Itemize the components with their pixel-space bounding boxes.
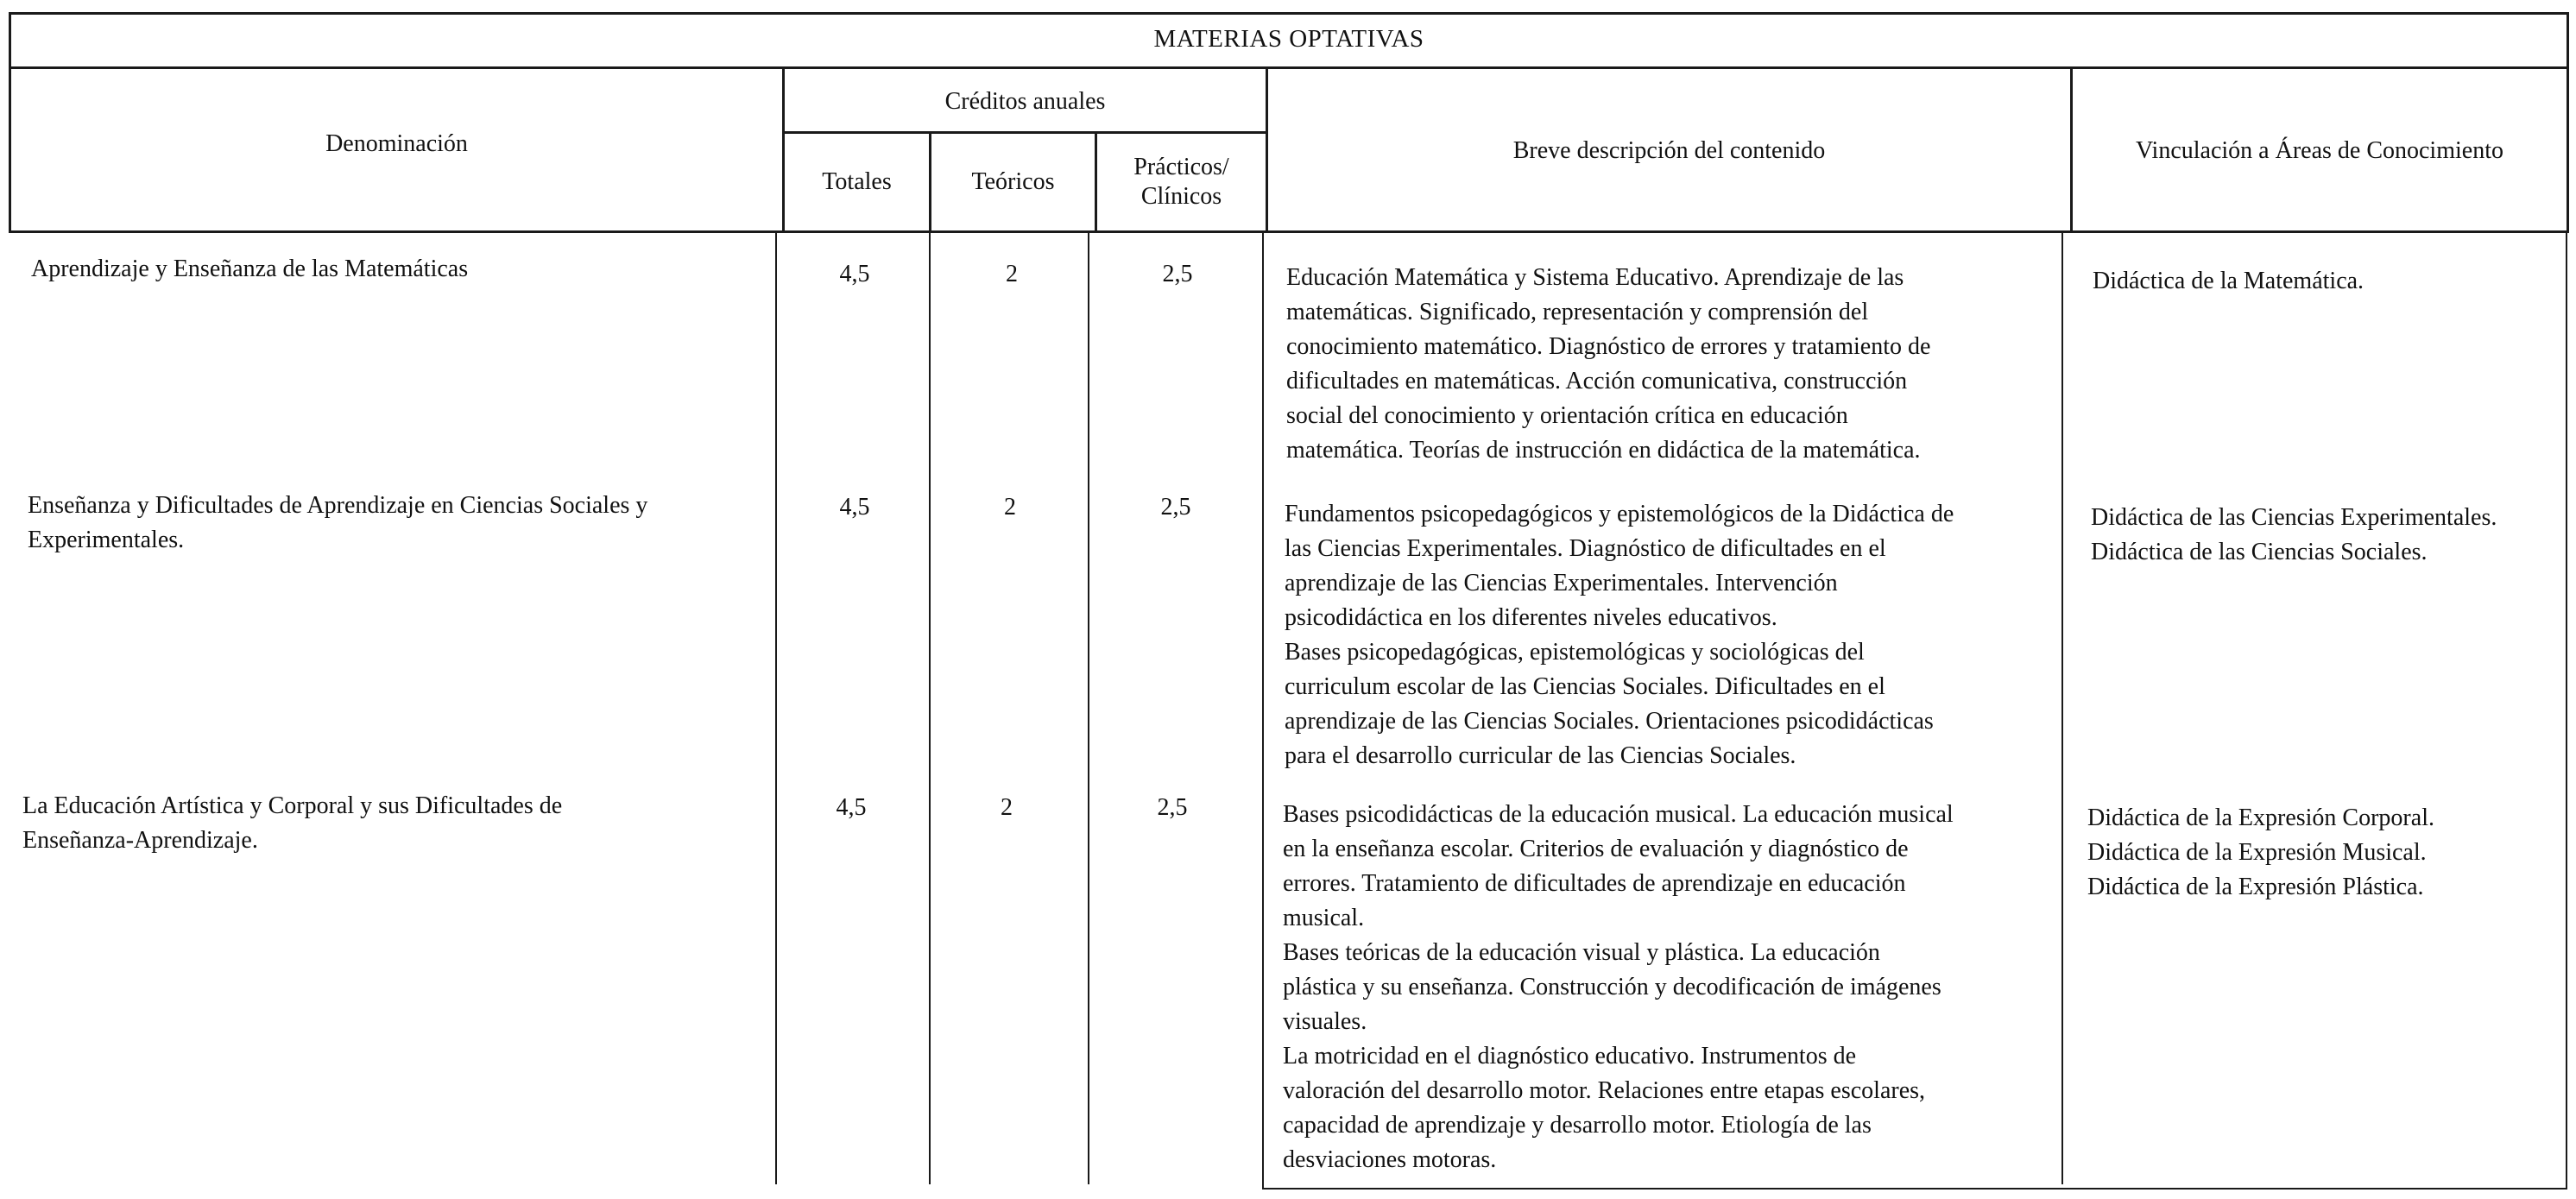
header-teoricos-label: Teóricos (971, 168, 1055, 195)
body-bottom-border (1264, 1188, 2567, 1190)
row-2-teoricos: 2 (1004, 494, 1016, 521)
header-practicos-label-line1: Prácticos/ (1133, 154, 1229, 180)
header-descripcion-label: Breve descripción del contenido (1512, 137, 1826, 164)
header-totales-label: Totales (822, 168, 892, 195)
row-3-descripcion-line: Bases teóricas de la educación visual y plástica. La educación (1283, 939, 1880, 966)
row-3-vinculacion-line: Didáctica de la Expresión Plástica. (2087, 874, 2424, 900)
row-1-descripcion-line: dificultades en matemáticas. Acción comunicativa, construcción (1286, 368, 1908, 394)
header-descripcion (1268, 72, 2070, 230)
row-2-descripcion-line: Bases psicopedagógicas, epistemológicas y sociológicas del (1285, 639, 1865, 666)
row-3-vinculacion-line: Didáctica de la Expresión Musical. (2087, 839, 2427, 866)
header-practicos (1097, 134, 1266, 230)
row-1-descripcion-line: matemática. Teorías de instrucción en didáctica de la matemática. (1286, 437, 1921, 464)
body-divider (775, 233, 777, 1184)
row-3-descripcion-line: valoración del desarrollo motor. Relaciones entre etapas escolares, (1283, 1077, 1926, 1104)
row-3-descripcion-line: errores. Tratamiento de dificultades de aprendizaje en educación (1283, 870, 1906, 897)
row-2-practicos: 2,5 (1160, 494, 1191, 521)
row-3-denominacion-line: Enseñanza-Aprendizaje. (22, 827, 258, 854)
row-2-vinculacion-line: Didáctica de las Ciencias Experimentales. (2091, 504, 2497, 531)
table-row-2-denominacion (28, 489, 770, 558)
row-1-descripcion-line: matemáticas. Significado, representación y comprensión del (1286, 299, 1869, 325)
row-3-descripcion-line: visuales. (1283, 1008, 1367, 1035)
header-practicos-label-line2: Clínicos (1140, 183, 1222, 210)
row-2-denominacion-line: Experimentales. (28, 527, 185, 553)
row-2-denominacion-line: Enseñanza y Dificultades de Aprendizaje en Ciencias Sociales y (28, 492, 648, 519)
row-2-descripcion-line: Fundamentos psicopedagógicos y epistemológicos de la Didáctica de (1285, 501, 1954, 527)
row-1-descripcion-line: social del conocimiento y orientación crítica en educación (1286, 402, 1848, 429)
row-3-descripcion-line: musical. (1283, 905, 1365, 931)
row-1-denominacion-line: Aprendizaje y Enseñanza de las Matemáticas (31, 256, 469, 282)
header-creditos-anuales-label: Créditos anuales (944, 87, 1106, 115)
row-1-teoricos: 2 (1006, 261, 1018, 287)
header-vinculacion (2073, 72, 2567, 230)
table-row-2-vinculacion (2091, 501, 2564, 570)
row-1-descripcion-line: conocimiento matemático. Diagnóstico de errores y tratamiento de (1286, 333, 1931, 360)
row-3-practicos: 2,5 (1157, 794, 1188, 821)
row-3-vinculacion-line: Didáctica de la Expresión Corporal. (2087, 805, 2434, 831)
header-denominacion (11, 72, 782, 230)
row-3-descripcion-line: Bases psicodidácticas de la educación musical. La educación musical (1283, 801, 1954, 828)
table-row-3-vinculacion (2087, 801, 2562, 905)
row-1-totales: 4,5 (839, 261, 870, 287)
row-2-descripcion-line: aprendizaje de las Ciencias Sociales. Orientaciones psicodidácticas (1285, 708, 1934, 735)
row-3-teoricos: 2 (1001, 794, 1013, 821)
row-3-denominacion-line: La Educación Artística y Corporal y sus Dificultades de (22, 792, 563, 819)
row-2-vinculacion-line: Didáctica de las Ciencias Sociales. (2091, 539, 2428, 565)
body-divider (2061, 233, 2063, 1184)
row-3-totales: 4,5 (836, 794, 867, 821)
table-row-1-descripcion (1286, 261, 2055, 468)
table-row-3-descripcion (1283, 798, 2058, 1177)
row-3-descripcion-line: plástica y su enseñanza. Construcción y decodificación de imágenes (1283, 974, 1941, 1000)
row-3-descripcion-line: en la enseñanza escolar. Criterios de evaluación y diagnóstico de (1283, 836, 1909, 862)
row-3-descripcion-line: La motricidad en el diagnóstico educativo. Instrumentos de (1283, 1043, 1857, 1070)
table-row-3-denominacion (22, 789, 770, 858)
header-denominacion-label: Denominación (325, 130, 468, 157)
row-2-descripcion-line: aprendizaje de las Ciencias Experimentales. Intervención (1285, 570, 1838, 596)
row-2-descripcion-line: psicodidáctica en los diferentes niveles educativos. (1285, 604, 1777, 631)
table-row-1-denominacion (31, 252, 765, 287)
row-3-descripcion-line: desviaciones motoras. (1283, 1146, 1497, 1173)
row-3-descripcion-line: capacidad de aprendizaje y desarrollo motor. Etiología de las (1283, 1112, 1872, 1139)
body-right-border (2566, 233, 2567, 1190)
row-2-totales: 4,5 (839, 494, 870, 521)
body-divider (1262, 233, 1264, 1190)
table-row-1-vinculacion (2093, 264, 2563, 299)
row-2-descripcion-line: curriculum escolar de las Ciencias Sociales. Dificultades en el (1285, 673, 1885, 700)
header-vinculacion-label: Vinculación a Áreas de Conocimiento (2136, 137, 2503, 164)
header-teoricos (931, 134, 1095, 230)
table-row-2-descripcion (1285, 497, 2057, 773)
body-divider (929, 233, 931, 1184)
row-1-vinculacion-line: Didáctica de la Matemática. (2093, 268, 2364, 294)
header-totales (785, 134, 929, 230)
body-divider (1088, 233, 1089, 1184)
row-2-descripcion-line: para el desarrollo curricular de las Ciencias Sociales. (1285, 742, 1796, 769)
table-title: MATERIAS OPTATIVAS (9, 12, 2569, 69)
row-1-descripcion-line: Educación Matemática y Sistema Educativo. Aprendizaje de las (1286, 264, 1904, 291)
row-1-practicos: 2,5 (1162, 261, 1193, 287)
row-2-descripcion-line: las Ciencias Experimentales. Diagnóstico de dificultades en el (1285, 535, 1886, 562)
header-creditos-anuales (785, 72, 1266, 131)
